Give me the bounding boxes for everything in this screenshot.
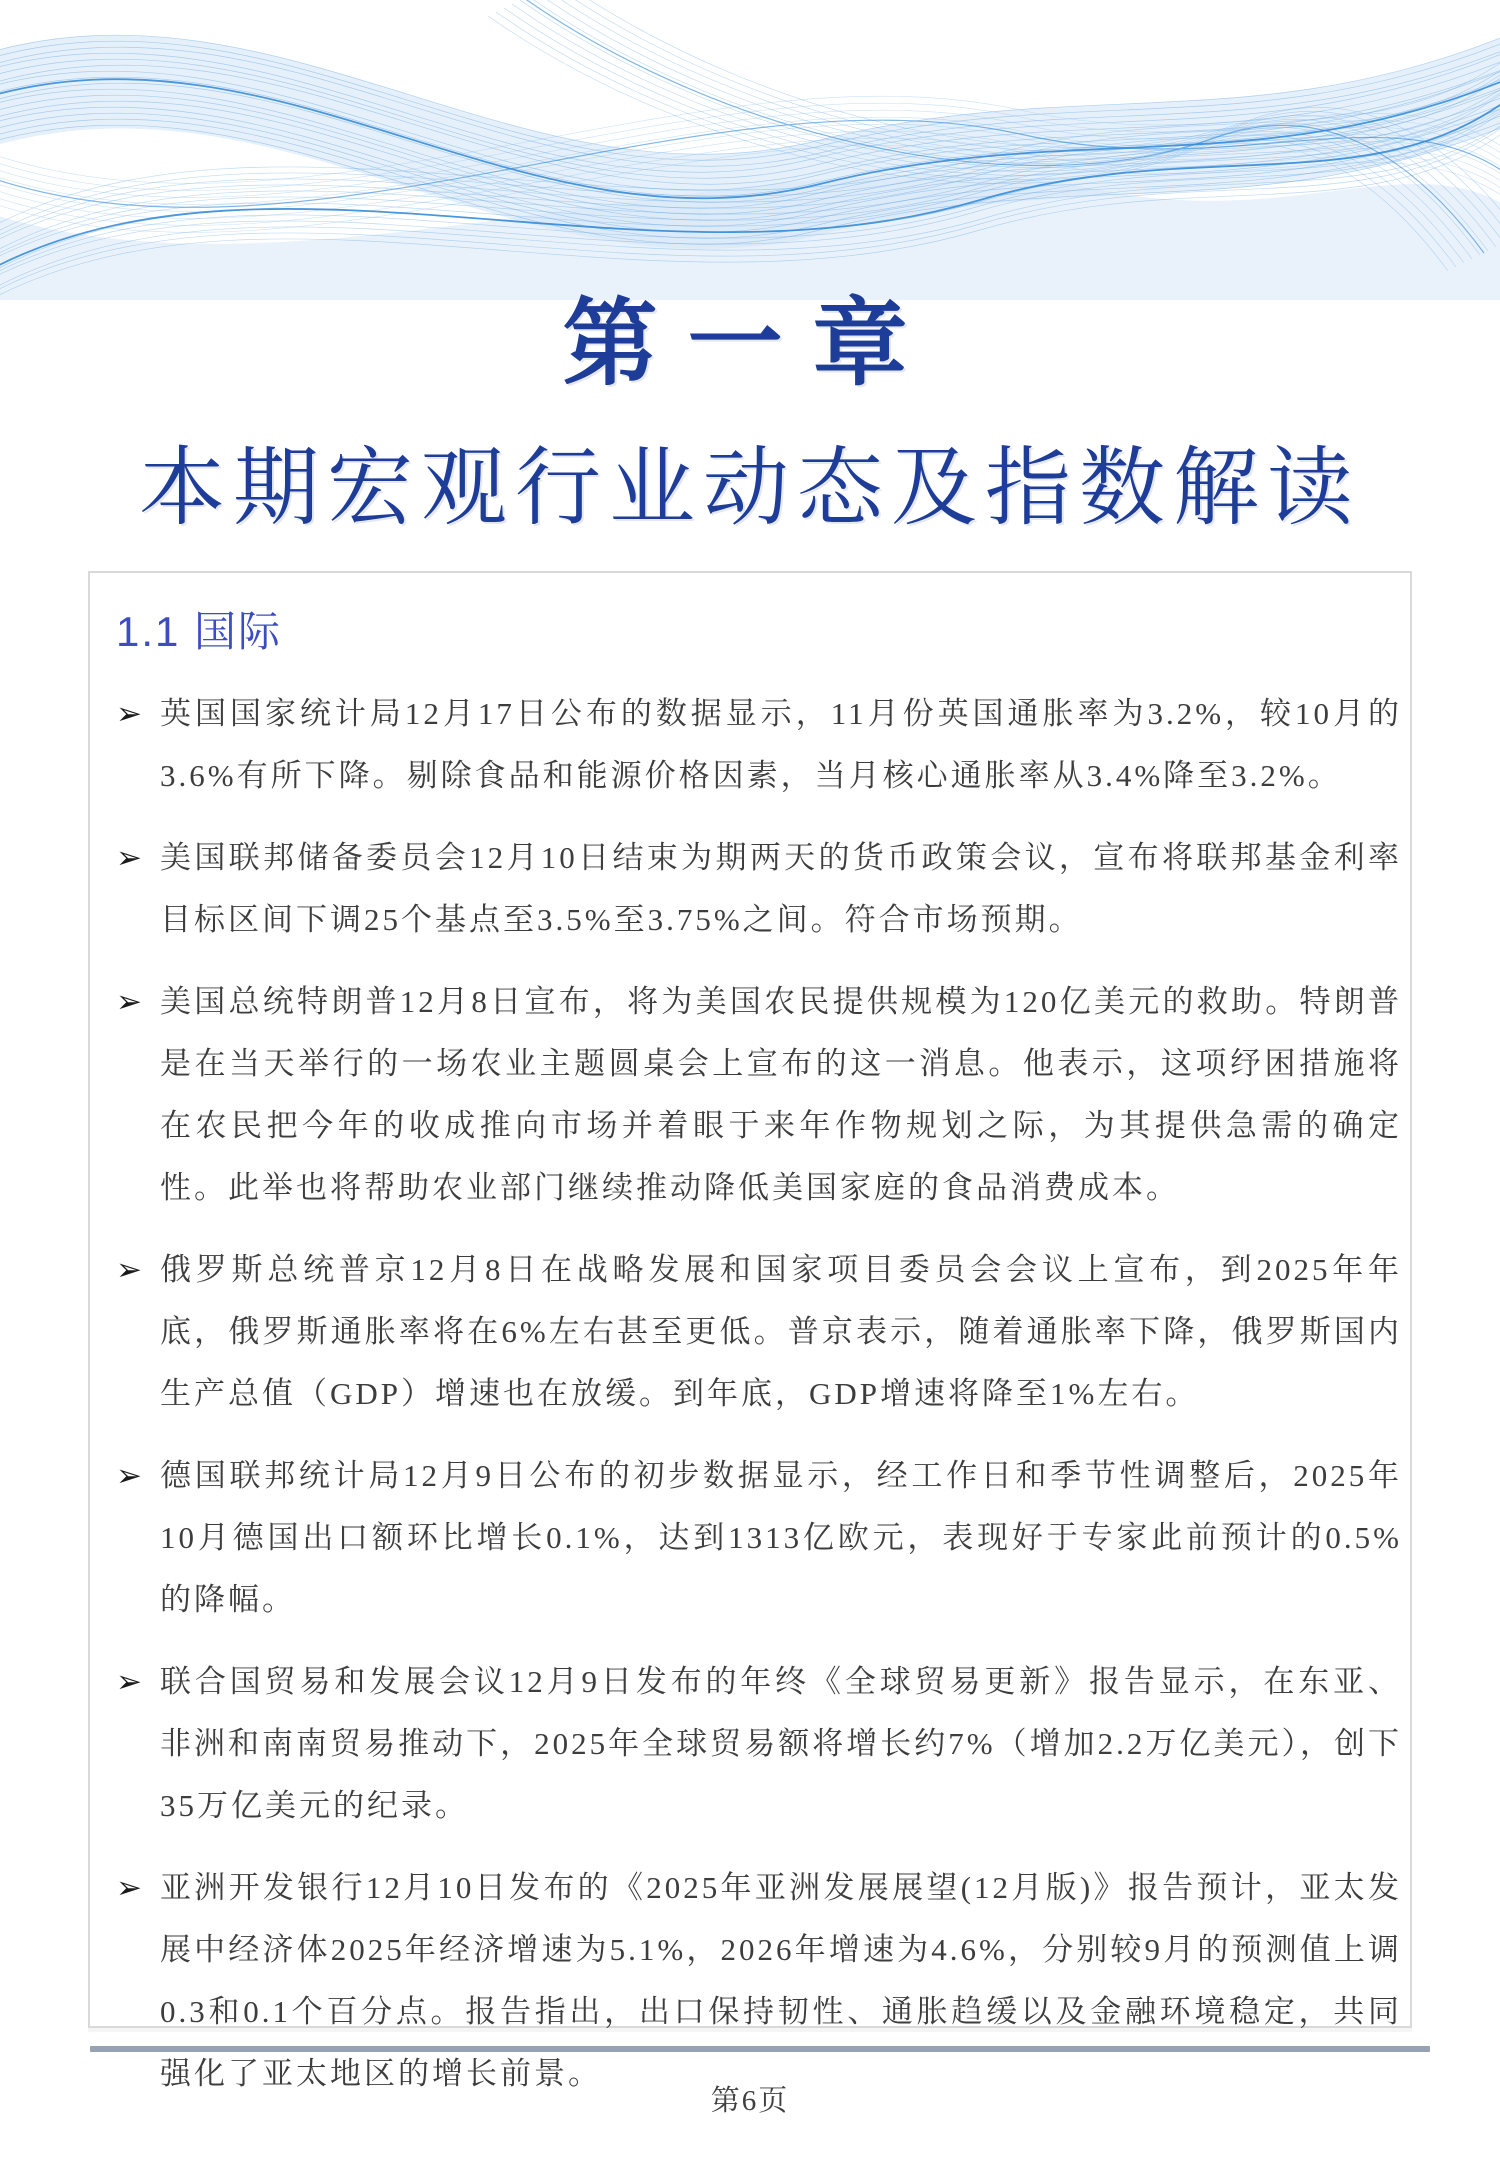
bullet-text: 美国联邦储备委员会12月10日结束为期两天的货币政策会议，宣布将联邦基金利率目标区间下调25个基点至3.5%至3.75%之间。符合市场预期。 bbox=[160, 840, 1402, 937]
page-title: 本期宏观行业动态及指数解读 bbox=[139, 440, 1361, 536]
arrow-bullet-icon: ➢ bbox=[116, 1870, 142, 1906]
list-item bbox=[116, 971, 1402, 1219]
list-item bbox=[116, 827, 1402, 951]
list-item bbox=[116, 1239, 1402, 1425]
arrow-bullet-icon: ➢ bbox=[116, 1458, 142, 1494]
list-item bbox=[116, 1857, 1402, 2105]
section-heading: 1.1 国际 bbox=[116, 608, 283, 655]
arrow-bullet-icon: ➢ bbox=[116, 696, 142, 732]
bullet-text: 联合国贸易和发展会议12月9日发布的年终《全球贸易更新》报告显示，在东亚、非洲和南南贸易推动下，2025年全球贸易额将增长约7%（增加2.2万亿美元），创下35万亿美元的纪录。 bbox=[160, 1664, 1402, 1823]
list-item bbox=[116, 1445, 1402, 1631]
list-item bbox=[116, 1651, 1402, 1837]
bullet-list bbox=[116, 683, 1402, 2105]
content-box bbox=[88, 571, 1412, 2091]
list-item bbox=[116, 683, 1402, 807]
bullet-text: 俄罗斯总统普京12月8日在战略发展和国家项目委员会会议上宣布，到2025年年底，俄罗斯通胀率将在6%左右甚至更低。普京表示，随着通胀率下降，俄罗斯国内生产总值（GDP）增速也在放缓。到年底，GDP增速将降至1%左右。 bbox=[160, 1252, 1402, 1411]
arrow-bullet-icon: ➢ bbox=[116, 1252, 142, 1288]
bullet-text: 德国联邦统计局12月9日公布的初步数据显示，经工作日和季节性调整后，2025年10月德国出口额环比增长0.1%，达到1313亿欧元，表现好于专家此前预计的0.5%的降幅。 bbox=[160, 1458, 1402, 1617]
footer-divider bbox=[90, 2046, 1430, 2052]
bullet-text: 英国国家统计局12月17日公布的数据显示，11月份英国通胀率为3.2%，较10月的3.6%有所下降。剔除食品和能源价格因素，当月核心通胀率从3.4%降至3.2%。 bbox=[160, 696, 1402, 793]
page-number: 第6页 bbox=[710, 2085, 790, 2117]
arrow-bullet-icon: ➢ bbox=[116, 840, 142, 876]
bullet-text: 美国总统特朗普12月8日宣布，将为美国农民提供规模为120亿美元的救助。特朗普是在当天举行的一场农业主题圆桌会上宣布的这一消息。他表示，这项纾困措施将在农民把今年的收成推向市场并着眼于来年作物规划之际，为其提供急需的确定性。此举也将帮助农业部门继续推动降低美国家庭的食品消费成本。 bbox=[160, 984, 1402, 1205]
bullet-text: 亚洲开发银行12月10日发布的《2025年亚洲发展展望(12月版)》报告预计，亚太发展中经济体2025年经济增速为5.1%，2026年增速为4.6%，分别较9月的预测值上调0.3和0.1个百分点。报告指出，出口保持韧性、通胀趋缓以及金融环境稳定，共同强化了亚太地区的增长前景。 bbox=[160, 1870, 1402, 2091]
arrow-bullet-icon: ➢ bbox=[116, 984, 142, 1020]
header-wave-decoration bbox=[0, 0, 1500, 300]
arrow-bullet-icon: ➢ bbox=[116, 1664, 142, 1700]
chapter-label: 第一章 bbox=[562, 291, 938, 397]
